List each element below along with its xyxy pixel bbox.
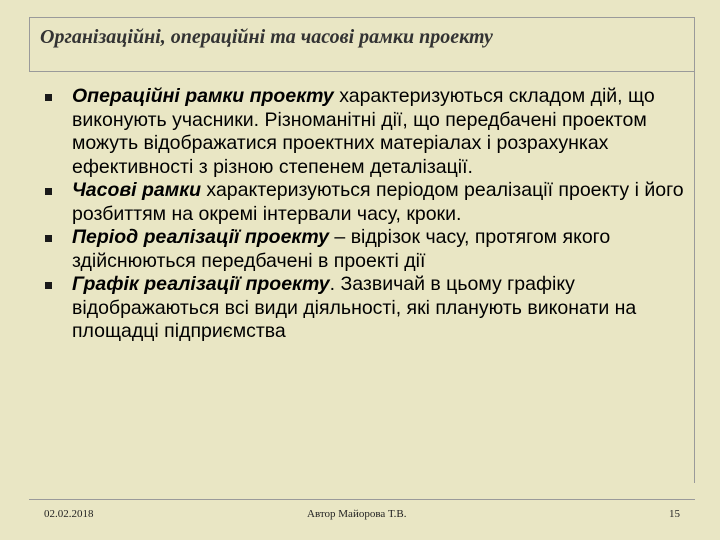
page-number: 15 [669,508,680,520]
square-bullet-icon [45,94,52,101]
bullet-list [39,85,684,344]
bullet-item [39,273,684,344]
square-bullet-icon [45,188,52,195]
bullet-text: характеризуються періодом реалізації проекту і його розбиттям на окремі інтервали часу, кроки. [72,179,684,225]
square-bullet-icon [45,282,52,289]
bullet-term: Графік реалізації проекту [72,273,330,295]
bullet-term: Часові рамки [72,179,201,201]
square-bullet-icon [45,235,52,242]
bullet-item [39,179,684,226]
title-rule [29,71,695,72]
bullet-text: характеризуються складом дій, що виконують учасники. Різноманітні дії, що передбачені проектом можуть відображатися проектних матеріалах і розрахунках ефективності з різною степенем деталізації. [72,85,655,178]
bullet-item [39,226,684,273]
slide-title: Організаційні, операційні та часові рамки проекту [40,26,493,48]
bullet-term: Операційні рамки проекту [72,85,334,107]
bullet-term: Період реалізації проекту [72,226,330,248]
footer-author: Автор Майорова Т.В. [307,508,407,520]
bullet-text: – відрізок часу, протягом якого здійснюються передбачені в проекті дії [72,226,611,272]
footer-rule [29,499,695,500]
title-left-rule [29,17,30,72]
bullet-item [39,85,684,179]
bullet-text: . Зазвичай в цьому графіку відображаються всі види діяльності, які планують виконати на площадці підприємства [72,273,637,342]
footer-date: 02.02.2018 [44,508,94,520]
